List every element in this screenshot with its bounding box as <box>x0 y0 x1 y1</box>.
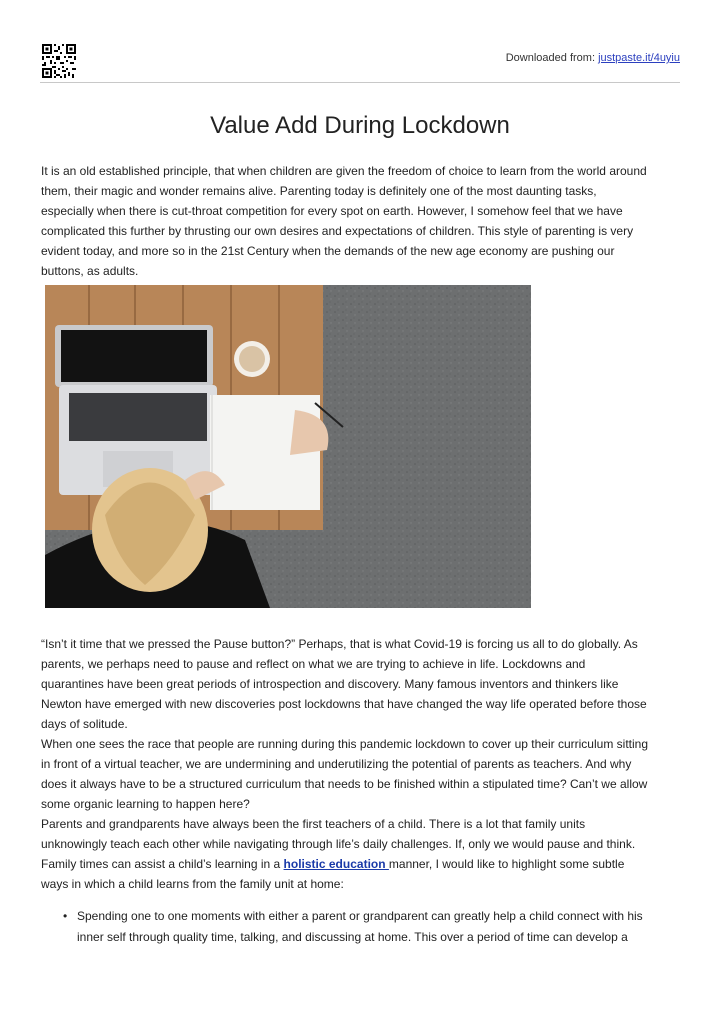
text-line: does it always have to be a structured curriculum that needs to be finished within a stipulated time? Can’t we allow <box>41 777 648 791</box>
body-paragraph <box>41 634 683 894</box>
text-line: Newton have emerged with new discoveries post lockdowns that have changed the way life operated before those <box>41 697 647 711</box>
article-photo <box>45 285 531 608</box>
text-line: quarantines have been great periods of introspection and discovery. Many famous inventors and thinkers like <box>41 677 619 691</box>
text-line: It is an old established principle, that when children are given the freedom of choice to learn from the world around <box>41 164 647 178</box>
text-line: buttons, as adults. <box>41 264 139 278</box>
article-title: Value Add During Lockdown <box>210 112 510 139</box>
text-line: “Isn’t it time that we pressed the Pause button?” Perhaps, that is what Covid-19 is forcing us all to do globally. As <box>41 637 638 651</box>
header-divider <box>40 82 680 83</box>
text-line: evident today, and more so in the 21st Century when the demands of the new age economy are pushing our <box>41 244 615 258</box>
download-source <box>506 52 680 64</box>
text-line: days of solitude. <box>41 717 128 731</box>
link-lead-text: Family times can assist a child’s learning in a <box>41 857 284 871</box>
text-line: complicated this further by thrusting our own desires and expectations of children. This style of parenting is very <box>41 224 634 238</box>
text-line: in front of a virtual teacher, we are undermining and underutilizing the potential of parents as teachers. And why <box>41 757 632 771</box>
link-trail-text: manner, I would like to highlight some subtle <box>388 857 625 871</box>
text-line: them, their magic and wonder remains alive. Parenting today is definitely one of the most daunting tasks, <box>41 184 597 198</box>
text-line: Spending one to one moments with either a parent or grandparent can greatly help a child connect with his <box>77 909 643 923</box>
bullet-list <box>41 906 717 948</box>
text-line: inner self through quality time, talking, and discussing at home. This over a period of time can develop a <box>77 930 628 944</box>
text-line: ways in which a child learns from the family unit at home: <box>41 877 344 891</box>
text-line: parents, we perhaps need to pause and reflect on what we are trying to achieve in life. Lockdowns and <box>41 657 586 671</box>
bullet-icon: • <box>63 909 68 923</box>
source-link[interactable]: justpaste.it/4uyiu <box>598 52 680 64</box>
text-line: Parents and grandparents have always been the first teachers of a child. There is a lot that family units <box>41 817 586 831</box>
download-label: Downloaded from: <box>505 52 599 64</box>
text-line: some organic learning to happen here? <box>41 797 250 811</box>
qr-code-icon <box>42 44 76 78</box>
text-line: unknowingly teach each other while navigating through life’s daily challenges. If, only we would pause and think. <box>41 837 636 851</box>
holistic-education-link[interactable]: holistic education <box>283 857 389 871</box>
text-line-with-link <box>41 854 683 874</box>
text-line: When one sees the race that people are running during this pandemic lockdown to cover up their curriculum sitting <box>41 737 649 751</box>
text-line: especially when there is cut-throat competition for every spot on earth. However, I somehow feel that we have <box>41 204 623 218</box>
intro-paragraph <box>41 161 683 281</box>
list-item <box>63 906 717 948</box>
